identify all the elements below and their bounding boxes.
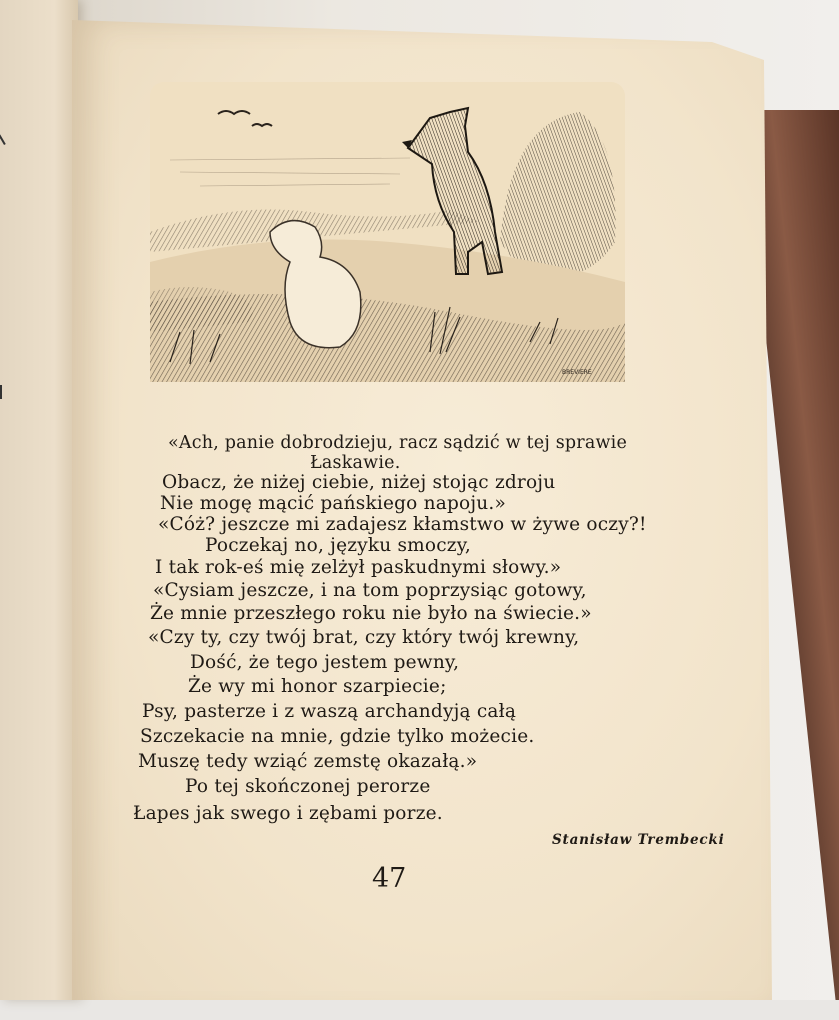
page-number: 47 <box>372 863 407 894</box>
poem-line: Obacz, że niżej ciebie, niżej stojąc zdroju <box>162 472 556 493</box>
poem-line: I tak rok-eś mię zelżył paskudnymi słowy.» <box>155 557 562 578</box>
poem-line: Muszę tedy wziąć zemstę okazałą.» <box>138 751 478 772</box>
poem-line: Poczekaj no, języku smoczy, <box>205 535 472 556</box>
author-signature: Stanisław Trembecki <box>552 832 725 848</box>
poem-line: Dość, że tego jestem pewny, <box>190 652 460 673</box>
poem-line: «Cysiam jeszcze, i na tom poprzysiąc gotowy, <box>153 580 587 601</box>
poem-line: Nie mogę mącić pańskiego napoju.» <box>160 493 506 514</box>
poem-line: Łapes jak swego i zębami porze. <box>133 803 443 824</box>
poem-line: «Cóż? jeszcze mi zadajesz kłamstwo w żywe oczy?! <box>158 514 647 535</box>
poem-line: Po tej skończonej perorze <box>185 776 431 797</box>
poem-line: Psy, pasterze i z waszą archandyją całą <box>142 701 517 722</box>
poem-line: «Ach, panie dobrodzieju, racz sądzić w tej sprawie <box>168 433 628 453</box>
poem-line: Szczekacie na mnie, gdzie tylko możecie. <box>140 726 535 747</box>
engraver-signature: BREVIERE <box>562 369 592 376</box>
poem-line: Łaskawie. <box>310 453 401 473</box>
poem-line: Że wy mi honor szarpiecie; <box>188 676 447 697</box>
poem-line: Że mnie przeszłego roku nie było na świecie.» <box>150 603 592 624</box>
poem-line: «Czy ty, czy twój brat, czy który twój krewny, <box>148 627 580 648</box>
